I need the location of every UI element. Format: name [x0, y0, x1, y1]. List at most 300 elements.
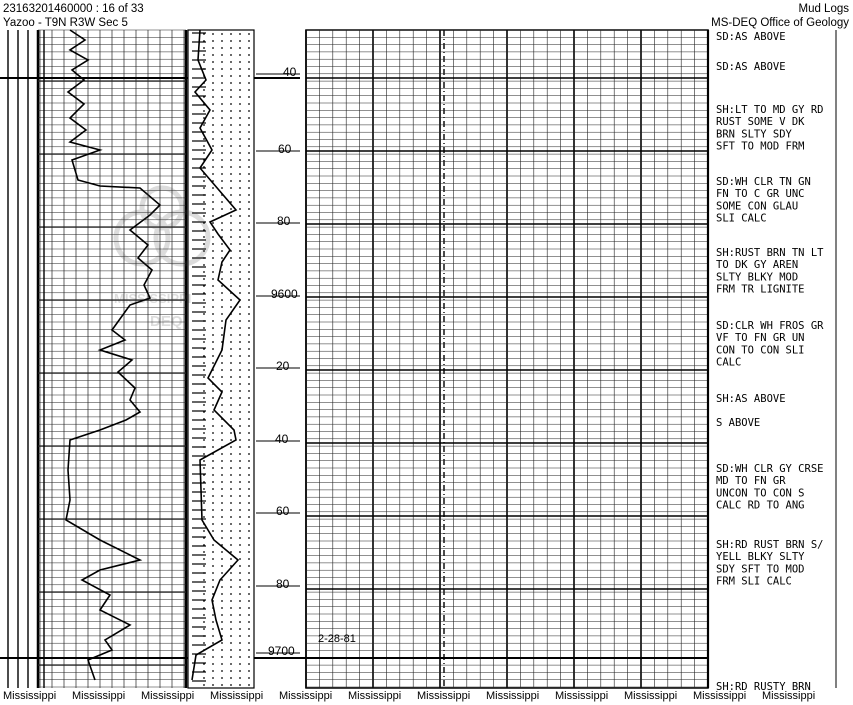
sand-dot [212, 124, 214, 126]
sand-dot [230, 509, 232, 511]
sand-dot [230, 285, 232, 287]
sand-dot [239, 383, 241, 385]
sand-dot [248, 523, 250, 525]
sand-dot [230, 495, 232, 497]
sand-dot [248, 537, 250, 539]
sand-dot [230, 502, 232, 504]
sand-dot [203, 432, 205, 434]
sand-dot [221, 75, 223, 77]
sand-dot [248, 607, 250, 609]
sand-dot [248, 502, 250, 504]
lithology-frame [188, 30, 254, 688]
depth-label: 9700 [268, 644, 295, 658]
sand-dot [212, 362, 214, 364]
sand-dot [248, 642, 250, 644]
sand-dot [230, 677, 232, 679]
sand-dot [203, 47, 205, 49]
rate-of-penetration-curve [66, 30, 160, 680]
sand-dot [203, 124, 205, 126]
sand-dot [221, 656, 223, 658]
sand-dot [248, 292, 250, 294]
sand-dot [239, 341, 241, 343]
sand-dot [239, 600, 241, 602]
sand-dot [221, 404, 223, 406]
description-line: SD:WH CLR GY CRSE [716, 463, 824, 475]
sand-dot [239, 215, 241, 217]
date-stamp-group [318, 633, 356, 645]
lithology-descriptions [716, 31, 824, 690]
depth-label: 80 [276, 577, 290, 591]
sand-dot [212, 586, 214, 588]
sand-dot [230, 530, 232, 532]
sand-dot [212, 614, 214, 616]
sand-dot [248, 488, 250, 490]
description-line: CALC [716, 356, 742, 369]
sand-dot [221, 33, 223, 35]
sand-dot [248, 460, 250, 462]
sand-dot [239, 54, 241, 56]
sand-dot [230, 208, 232, 210]
sand-dot [230, 341, 232, 343]
sand-dot [203, 390, 205, 392]
sand-dot [230, 68, 232, 70]
sand-dot [212, 33, 214, 35]
sand-dot [239, 551, 241, 553]
sand-dot [239, 411, 241, 413]
sand-dot [230, 320, 232, 322]
sand-dot [239, 201, 241, 203]
sand-dot [221, 145, 223, 147]
sand-dot [230, 607, 232, 609]
sand-dot [248, 285, 250, 287]
sand-dot [221, 460, 223, 462]
sand-dot [239, 82, 241, 84]
sand-dot [248, 334, 250, 336]
sand-dot [248, 194, 250, 196]
description-line: SH:RUST BRN TN LT [716, 247, 824, 259]
sand-dot [203, 341, 205, 343]
sand-dot [212, 565, 214, 567]
sand-dot [248, 649, 250, 651]
footer-label: Mississippi [210, 690, 264, 702]
sand-dot [239, 453, 241, 455]
sand-dot [230, 390, 232, 392]
footer-label: Mississippi [3, 690, 57, 702]
sand-dot [230, 439, 232, 441]
description-line: MD TO FN GR [716, 475, 786, 488]
sand-dot [239, 677, 241, 679]
sand-dot [221, 586, 223, 588]
sand-dot [221, 593, 223, 595]
sand-dot [203, 530, 205, 532]
sand-dot [239, 243, 241, 245]
sand-dot [221, 558, 223, 560]
sand-dot [221, 509, 223, 511]
description-line: YELL BLKY SLTY [716, 551, 805, 564]
sand-dot [221, 453, 223, 455]
sand-dot [203, 467, 205, 469]
sand-dot [230, 474, 232, 476]
sand-dot [239, 334, 241, 336]
footer-label: Mississippi [555, 690, 609, 702]
sand-dot [230, 75, 232, 77]
sand-dot [239, 264, 241, 266]
sand-dot [248, 355, 250, 357]
lithology-column [188, 30, 254, 688]
sand-dot [239, 68, 241, 70]
sand-dot [221, 523, 223, 525]
sand-dot [239, 537, 241, 539]
watermark-caption: MISSISSIPPI [114, 291, 192, 306]
sand-dot [212, 579, 214, 581]
sand-dot [212, 635, 214, 637]
sand-dot [239, 327, 241, 329]
sand-dot [230, 215, 232, 217]
description-line: FRM SLI CALC [716, 575, 792, 588]
sand-dot [239, 404, 241, 406]
sand-dot [212, 397, 214, 399]
sand-dot [239, 593, 241, 595]
sand-dot [248, 495, 250, 497]
sand-dot [203, 558, 205, 560]
sand-dot [248, 299, 250, 301]
sand-dot [239, 649, 241, 651]
sand-dot [239, 516, 241, 518]
sand-dot [221, 670, 223, 672]
sand-dot [248, 54, 250, 56]
sand-dot [212, 54, 214, 56]
sand-dot [239, 376, 241, 378]
footer-label: Mississippi [348, 690, 402, 702]
sand-dot [230, 467, 232, 469]
sand-dot [212, 446, 214, 448]
sand-dot [248, 173, 250, 175]
sand-dot [221, 488, 223, 490]
sand-dot [248, 138, 250, 140]
depth-label: 60 [276, 504, 290, 518]
sand-dot [203, 404, 205, 406]
sand-dot [212, 138, 214, 140]
sand-dot [248, 530, 250, 532]
sand-dot [239, 278, 241, 280]
sand-dot [203, 376, 205, 378]
sand-dot [230, 117, 232, 119]
sand-dot [248, 684, 250, 686]
sand-dot [221, 103, 223, 105]
sand-dot [221, 376, 223, 378]
sand-dot [248, 544, 250, 546]
sand-dot [248, 593, 250, 595]
sand-dot [230, 362, 232, 364]
sand-dot [239, 47, 241, 49]
sand-dot [221, 425, 223, 427]
sand-dot [230, 166, 232, 168]
sand-dot [230, 544, 232, 546]
sand-dot [212, 495, 214, 497]
sand-dot [230, 152, 232, 154]
sand-dot [239, 495, 241, 497]
document-type: Mud Logs [798, 3, 849, 15]
sand-dot [221, 124, 223, 126]
sand-dot [212, 474, 214, 476]
sand-dot [248, 446, 250, 448]
sand-dot [239, 607, 241, 609]
sand-dot [230, 593, 232, 595]
sand-dot [239, 586, 241, 588]
sand-dot [239, 523, 241, 525]
sand-dot [221, 516, 223, 518]
sand-dot [221, 495, 223, 497]
sand-dot [230, 159, 232, 161]
sand-dot [248, 341, 250, 343]
footer-label: Mississippi [72, 690, 126, 702]
sand-dot [230, 306, 232, 308]
sand-dot [239, 446, 241, 448]
depth-label: 80 [277, 214, 291, 228]
description-line: CALC RD TO ANG [716, 499, 805, 512]
sand-dot [221, 467, 223, 469]
sand-dot [248, 565, 250, 567]
sand-dot [239, 439, 241, 441]
sand-dot [221, 621, 223, 623]
sand-dot [230, 586, 232, 588]
sand-dot [230, 642, 232, 644]
footer-strip [0, 690, 853, 705]
sand-dot [212, 390, 214, 392]
sand-dot [203, 369, 205, 371]
sand-dot [230, 369, 232, 371]
sand-dot [230, 47, 232, 49]
sand-dot [239, 572, 241, 574]
sand-dot [221, 40, 223, 42]
sand-dot [248, 187, 250, 189]
sand-dot [230, 649, 232, 651]
sand-dot [239, 628, 241, 630]
description-line: BRN SLTY SDY [716, 128, 792, 141]
sand-dot [239, 124, 241, 126]
description-line: SOME CON GLAU [716, 200, 799, 213]
sand-dot [230, 572, 232, 574]
sand-dot [221, 82, 223, 84]
sand-dot [212, 117, 214, 119]
sand-dot [248, 278, 250, 280]
sand-dot [248, 222, 250, 224]
sand-dot [248, 621, 250, 623]
sand-dot [221, 383, 223, 385]
sand-dot [212, 75, 214, 77]
sand-dot [248, 600, 250, 602]
sand-dot [203, 593, 205, 595]
sand-dot [230, 523, 232, 525]
sand-dot [230, 173, 232, 175]
sand-dot [221, 152, 223, 154]
sand-dot [203, 621, 205, 623]
sand-dot [230, 145, 232, 147]
sand-dot [203, 579, 205, 581]
sand-dot [239, 159, 241, 161]
sand-dot [239, 320, 241, 322]
sand-dot [230, 432, 232, 434]
sand-dot [248, 411, 250, 413]
sand-dot [212, 502, 214, 504]
sand-dot [212, 544, 214, 546]
depth-scale [256, 65, 300, 658]
sand-dot [239, 558, 241, 560]
sand-dot [221, 537, 223, 539]
sand-dot [212, 61, 214, 63]
sand-dot [248, 516, 250, 518]
footer-label: Mississippi [141, 690, 195, 702]
sand-dot [230, 271, 232, 273]
sand-dot [212, 103, 214, 105]
sand-dot [248, 376, 250, 378]
sand-dot [221, 663, 223, 665]
sand-dot [248, 397, 250, 399]
sand-dot [248, 586, 250, 588]
sand-dot [230, 488, 232, 490]
sand-dot [221, 110, 223, 112]
sand-dot [221, 355, 223, 357]
sand-dot [239, 635, 241, 637]
description-line: SH:RD RUST BRN S/ [716, 539, 824, 551]
footer-label: Mississippi [279, 690, 333, 702]
sand-dot [221, 117, 223, 119]
sand-dot [230, 621, 232, 623]
sand-dot [221, 565, 223, 567]
sand-dot [212, 656, 214, 658]
sand-dot [221, 159, 223, 161]
sand-dot [212, 551, 214, 553]
sand-dot [203, 495, 205, 497]
sand-dot [239, 285, 241, 287]
sand-dot [239, 75, 241, 77]
sand-dot [212, 404, 214, 406]
sand-dot [212, 411, 214, 413]
sand-dot [221, 572, 223, 574]
description-line: SH:RD RUSTY BRN [716, 681, 811, 690]
deq-watermark [112, 168, 222, 338]
sand-dot [230, 558, 232, 560]
sand-dot [203, 145, 205, 147]
sand-dot [230, 278, 232, 280]
sand-dot [212, 467, 214, 469]
sand-dot [248, 166, 250, 168]
sand-dot [239, 173, 241, 175]
sand-dot [212, 376, 214, 378]
sand-dot [239, 236, 241, 238]
sand-dot [248, 152, 250, 154]
sand-dot [239, 390, 241, 392]
sand-dot [221, 138, 223, 140]
sand-dot [203, 152, 205, 154]
sand-dot [239, 530, 241, 532]
sand-dot [212, 677, 214, 679]
description-line: SH:AS ABOVE [716, 393, 786, 405]
sand-dot [248, 383, 250, 385]
sand-dot [221, 54, 223, 56]
description-line: FRM TR LIGNITE [716, 283, 805, 296]
sand-dot [203, 628, 205, 630]
sand-dot [212, 460, 214, 462]
sand-dot [221, 551, 223, 553]
sand-dot [248, 390, 250, 392]
agency-name: MS-DEQ Office of Geology [711, 17, 849, 29]
sand-dot [248, 474, 250, 476]
sand-dot [203, 453, 205, 455]
sand-dot [248, 33, 250, 35]
sand-dot [221, 481, 223, 483]
description-line: SD:CLR WH FROS GR [716, 320, 824, 332]
description-line: VF TO FN GR UN [716, 332, 805, 345]
sand-dot [203, 684, 205, 686]
sand-dot [239, 432, 241, 434]
sand-dot [239, 166, 241, 168]
sand-dot [212, 558, 214, 560]
sand-dot [212, 96, 214, 98]
sand-dot [239, 397, 241, 399]
sand-dot [248, 103, 250, 105]
sand-dot [239, 180, 241, 182]
sand-dot [230, 180, 232, 182]
sand-dot [221, 628, 223, 630]
sand-dot [212, 348, 214, 350]
sand-dot [239, 509, 241, 511]
sand-dot [248, 481, 250, 483]
footer-label: Mississippi [693, 690, 747, 702]
description-line: SLI CALC [716, 212, 767, 225]
sand-dot [230, 418, 232, 420]
sand-dot [248, 614, 250, 616]
sand-dot [203, 502, 205, 504]
sand-dot [239, 313, 241, 315]
date-stamp: 2-28-81 [318, 633, 356, 645]
sand-dot [203, 656, 205, 658]
sand-dot [248, 271, 250, 273]
description-line: SD:WH CLR TN GN [716, 176, 811, 188]
sand-dot [248, 509, 250, 511]
record-id-line: 23163201460000 : 16 of 33 [3, 3, 144, 15]
sand-dot [203, 61, 205, 63]
sand-dot [221, 96, 223, 98]
sand-dot [248, 96, 250, 98]
sand-dot [230, 299, 232, 301]
sand-dot [212, 159, 214, 161]
sand-dot [212, 488, 214, 490]
sand-dot [203, 551, 205, 553]
sand-dot [203, 89, 205, 91]
sand-dot [239, 348, 241, 350]
sand-dot [221, 68, 223, 70]
sand-dot [230, 131, 232, 133]
sand-dot [221, 439, 223, 441]
sand-dot [212, 110, 214, 112]
sand-dot [248, 663, 250, 665]
description-line: CON TO CON SLI [716, 344, 805, 357]
description-line: SH:LT TO MD GY RD [716, 104, 824, 116]
sand-dot [230, 110, 232, 112]
sand-dot [248, 418, 250, 420]
sand-dot [221, 432, 223, 434]
sand-dot [203, 565, 205, 567]
depth-label: 40 [275, 432, 289, 446]
sand-dot [230, 264, 232, 266]
sand-dot [239, 488, 241, 490]
sand-dot [230, 334, 232, 336]
sand-dot [230, 656, 232, 658]
watermark-seal-icon [112, 168, 222, 338]
sand-dot [203, 677, 205, 679]
sand-dot [230, 411, 232, 413]
